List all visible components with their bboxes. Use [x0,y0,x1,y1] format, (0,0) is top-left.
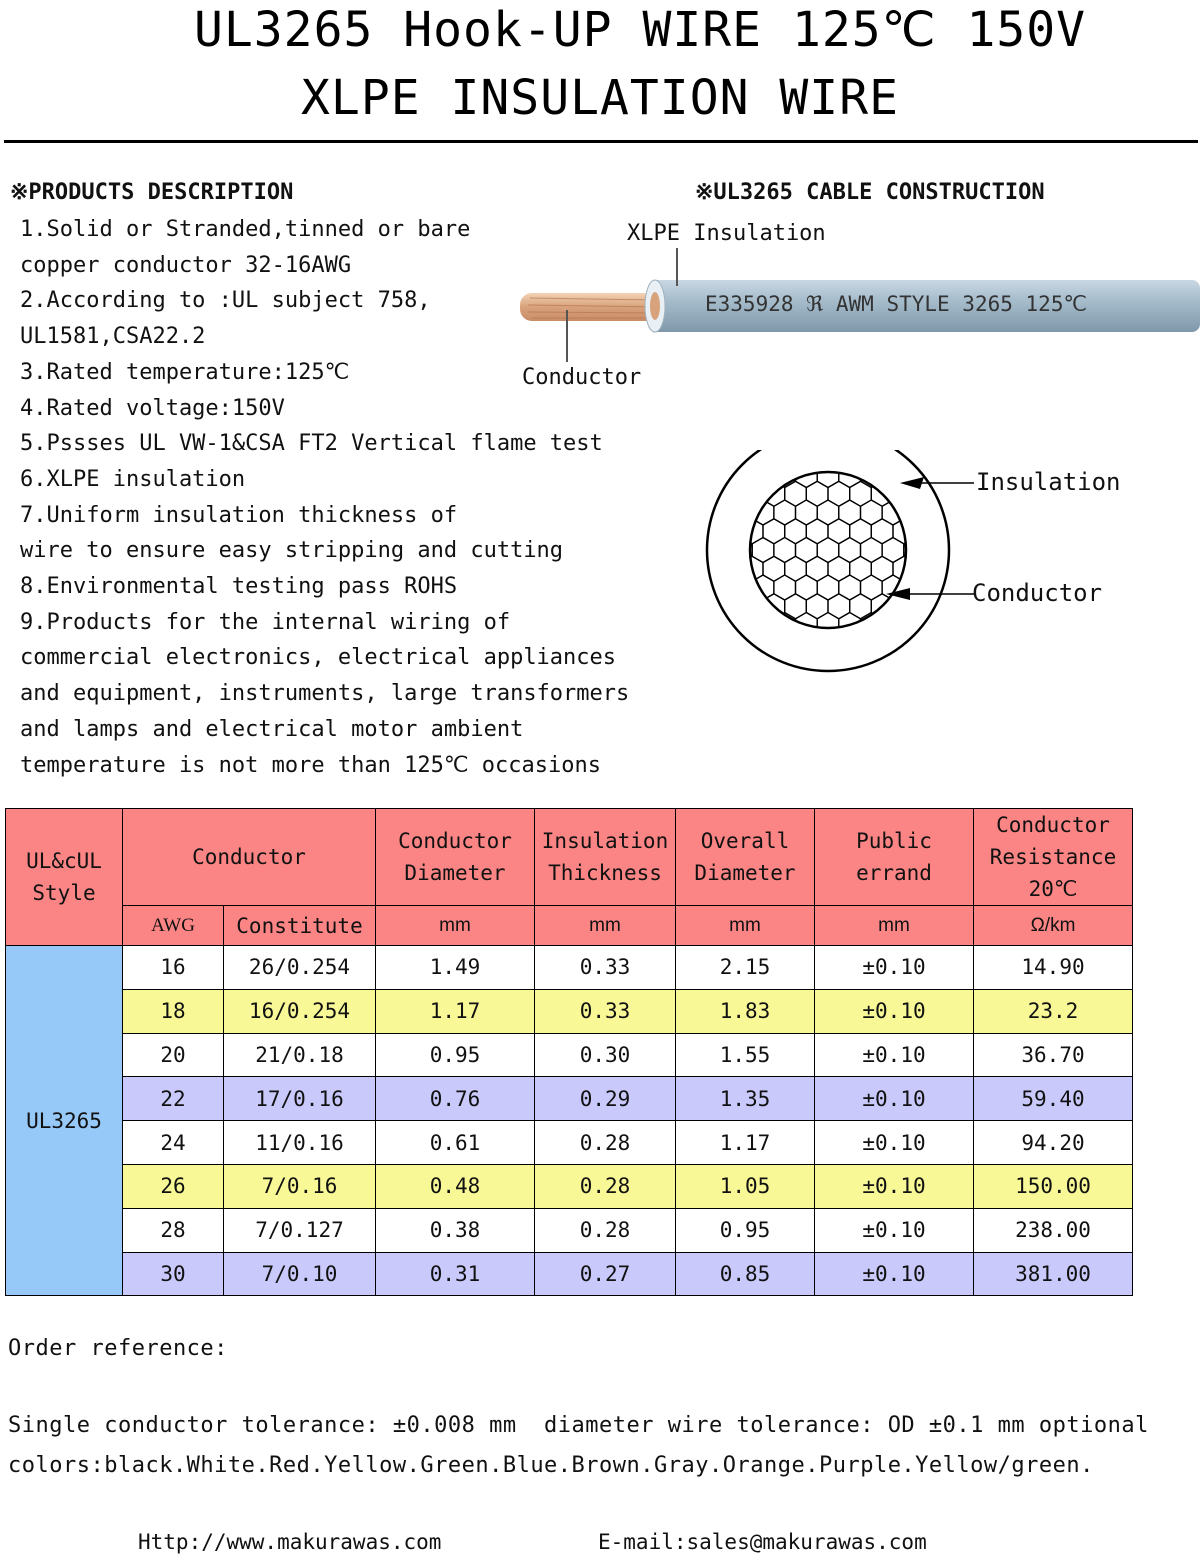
table-row [6,1077,1133,1121]
cell-overall-diameter: 1.05 [676,1164,815,1208]
cell-awg: 28 [123,1208,224,1252]
cell-constitute: 7/0.10 [224,1252,376,1296]
cell-insulation-thickness: 0.28 [535,1164,676,1208]
cell-constitute: 26/0.254 [224,946,376,990]
cell-resistance: 59.40 [974,1077,1133,1121]
description-line: 1.Solid or Stranded,tinned or bare [20,217,471,242]
header-style: UL&cUL Style [6,809,123,946]
description-line: and equipment, instruments, large transformers [20,681,630,707]
cell-overall-diameter: 2.15 [676,946,815,990]
description-line: UL1581,CSA22.2 [20,324,206,350]
table-row [6,1121,1133,1165]
description-line: commercial electronics, electrical appliances [20,645,617,671]
cell-public-errand: ±0.10 [815,1033,974,1077]
cell-conductor-diameter: 1.17 [376,989,535,1033]
cell-constitute: 17/0.16 [224,1077,376,1121]
conductor-strand-hex [915,631,937,656]
cell-conductor-diameter: 0.48 [376,1164,535,1208]
header-insulation-thickness: Insulation Thickness [535,809,676,906]
cell-resistance: 23.2 [974,989,1133,1033]
email-link[interactable]: E-mail:sales@makurawas.com [598,1530,927,1554]
cell-public-errand: ±0.10 [815,1164,974,1208]
cell-constitute: 7/0.127 [224,1208,376,1252]
cell-public-errand: ±0.10 [815,1208,974,1252]
cell-resistance: 381.00 [974,1252,1133,1296]
cell-conductor-diameter: 0.76 [376,1077,535,1121]
cell-insulation-thickness: 0.33 [535,946,676,990]
header-resistance: Conductor Resistance 20℃ [974,809,1133,906]
wire-side-illustration [500,240,1200,370]
spec-table [5,808,1133,1296]
conductor-label-cross: Conductor [972,579,1103,607]
cell-public-errand: ±0.10 [815,1252,974,1296]
cell-overall-diameter: 1.83 [676,989,815,1033]
table-row [6,1164,1133,1208]
cell-awg: 16 [123,946,224,990]
description-line: 9.Products for the internal wiring of [20,609,511,635]
wire-cross-section [700,450,1200,700]
cell-constitute: 7/0.16 [224,1164,376,1208]
description-line: 4.Rated voltage:150V [20,395,285,421]
cell-conductor-diameter: 0.95 [376,1033,535,1077]
cell-resistance: 36.70 [974,1033,1133,1077]
website-link[interactable]: Http://www.makurawas.com [138,1530,442,1554]
cell-awg: 24 [123,1121,224,1165]
page-title-line1: UL3265 Hook-UP WIRE 125℃ 150V [193,2,1087,58]
cell-resistance: 238.00 [974,1208,1133,1252]
conductor-strand-hex [936,631,958,656]
description-line: temperature is not more than 125℃ occasions [20,752,602,778]
cell-overall-diameter: 0.95 [676,1208,815,1252]
description-line: 8.Environmental testing pass ROHS [20,574,458,600]
cell-overall-diameter: 1.35 [676,1077,815,1121]
header-conductor-diameter: Conductor Diameter [376,809,535,906]
cell-constitute: 11/0.16 [224,1121,376,1165]
conductor-strand-hex [720,631,742,656]
insulation-label: Insulation [976,468,1121,496]
cell-resistance: 94.20 [974,1121,1133,1165]
table-row [6,1252,1133,1296]
header-constitute: Constitute [224,906,376,946]
cell-conductor-diameter: 1.49 [376,946,535,990]
cell-awg: 26 [123,1164,224,1208]
title-divider [4,140,1198,143]
cell-awg: 22 [123,1077,224,1121]
cell-constitute: 16/0.254 [224,989,376,1033]
header-overall-diameter: Overall Diameter [676,809,815,906]
cell-overall-diameter: 1.55 [676,1033,815,1077]
cell-conductor-diameter: 0.31 [376,1252,535,1296]
header-conductor: Conductor [123,809,376,906]
table-row [6,1208,1133,1252]
cell-conductor-diameter: 0.61 [376,1121,535,1165]
cell-overall-diameter: 0.85 [676,1252,815,1296]
description-line: 2.According to :UL subject 758, [20,288,431,314]
cable-construction-heading: ※UL3265 CABLE CONSTRUCTION [695,180,1045,205]
table-row [6,946,1133,990]
cell-resistance: 14.90 [974,946,1133,990]
cell-constitute: 21/0.18 [224,1033,376,1077]
conductor-strand-hex [720,450,742,469]
page-title-line2: XLPE INSULATION WIRE [301,70,899,126]
unit-diameter: mm [376,906,535,946]
header-awg: AWG [123,906,224,946]
unit-resistance: Ω/km [974,906,1133,946]
cell-conductor-diameter: 0.38 [376,1208,535,1252]
order-reference-heading: Order reference: [8,1336,228,1361]
xlpe-insulation-label: XLPE Insulation [627,221,826,246]
table-row [6,1033,1133,1077]
products-description-heading: ※PRODUCTS DESCRIPTION [10,180,294,205]
description-line: and lamps and electrical motor ambient [20,716,524,742]
cell-insulation-thickness: 0.27 [535,1252,676,1296]
conductor-strand-hex [915,450,937,469]
cell-awg: 18 [123,989,224,1033]
conductor-label-top: Conductor [522,365,642,390]
cell-insulation-thickness: 0.29 [535,1077,676,1121]
table-row [6,989,1133,1033]
cell-public-errand: ±0.10 [815,1121,974,1165]
wire-print-text: E335928 ℜ AWM STYLE 3265 125℃ [705,292,1088,316]
description-line: wire to ensure easy stripping and cutting [20,538,564,564]
header-public-errand: Public errand [815,809,974,906]
unit-overall: mm [676,906,815,946]
cell-resistance: 150.00 [974,1164,1133,1208]
conductor-strand-hex [936,450,958,469]
cell-insulation-thickness: 0.30 [535,1033,676,1077]
cell-insulation-thickness: 0.28 [535,1121,676,1165]
cell-public-errand: ±0.10 [815,989,974,1033]
description-line: 6.XLPE insulation [20,466,246,492]
unit-errand: mm [815,906,974,946]
cell-awg: 30 [123,1252,224,1296]
cell-public-errand: ±0.10 [815,946,974,990]
cell-public-errand: ±0.10 [815,1077,974,1121]
description-line: 3.Rated temperature:125℃ [20,359,350,385]
description-line: 7.Uniform insulation thickness of [20,502,458,528]
unit-thickness: mm [535,906,676,946]
cell-awg: 20 [123,1033,224,1077]
cell-insulation-thickness: 0.28 [535,1208,676,1252]
description-line: copper conductor 32-16AWG [20,252,352,278]
order-tolerance-line: Single conductor tolerance: ±0.008 mm diameter wire tolerance: OD ±0.1 mm optional [8,1413,1149,1438]
description-line: 5.Pssses UL VW-1&CSA FT2 Vertical flame test [20,431,603,457]
cell-insulation-thickness: 0.33 [535,989,676,1033]
order-colors-line: colors:black.White.Red.Yellow.Green.Blue.Brown.Gray.Orange.Purple.Yellow/green. [8,1453,1094,1478]
cell-overall-diameter: 1.17 [676,1121,815,1165]
style-cell: UL3265 [6,946,123,1296]
